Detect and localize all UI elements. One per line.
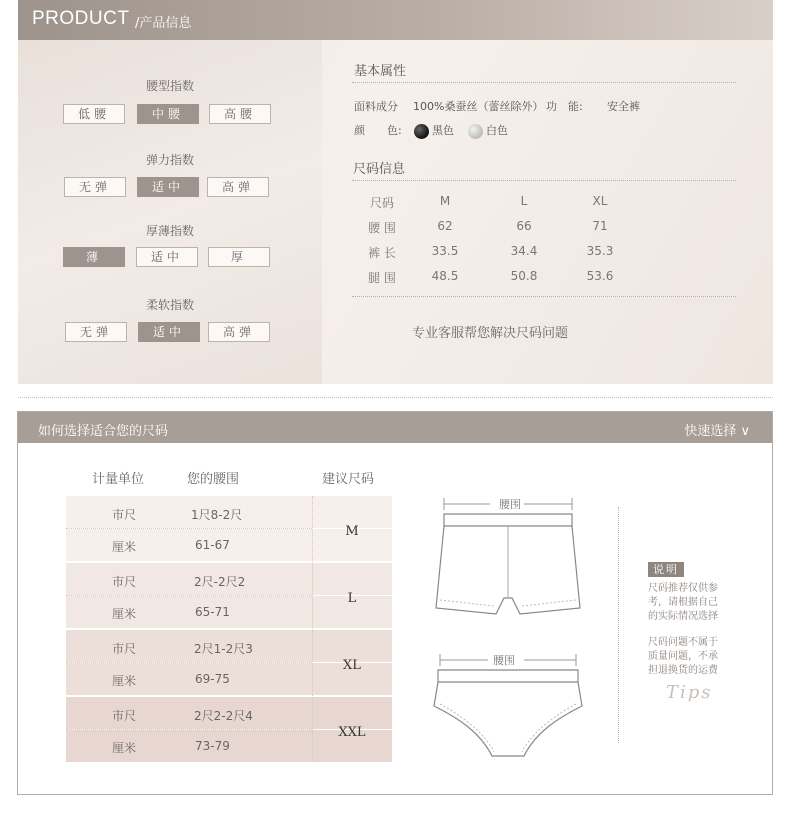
- suggested-size-xl: XL: [343, 658, 361, 673]
- unit-cell: 市尺: [112, 642, 137, 656]
- thickness-option-thin: 薄: [63, 247, 125, 267]
- header-waist: 您的腰围: [187, 472, 240, 487]
- row-divider: [66, 528, 312, 529]
- customer-service-link[interactable]: 专业客服帮您解决尺码问题: [412, 326, 569, 341]
- size-guide-header: [18, 412, 772, 443]
- size-value: 33.5: [431, 244, 459, 258]
- header-unit: 计量单位: [92, 472, 145, 487]
- waist-cell: 2尺1-2尺3: [194, 642, 253, 656]
- waist-label-top: 腰围: [499, 498, 521, 511]
- size-value: 66: [516, 219, 532, 233]
- product-title-cn: /产品信息: [135, 16, 192, 31]
- waist-cell: 1尺8-2尺: [191, 508, 243, 522]
- note-line: 考，请根据自己: [648, 597, 718, 608]
- thickness-index-title: 厚薄指数: [145, 224, 194, 238]
- size-value: 71: [592, 219, 608, 233]
- suggested-size-xxl: XXL: [338, 725, 366, 740]
- size-header-label: 尺码: [369, 196, 394, 210]
- unit-cell: 厘米: [112, 540, 137, 554]
- note-line: 尺码推荐仅供参: [648, 583, 718, 594]
- unit-cell: 市尺: [112, 508, 137, 522]
- size-value: 62: [437, 219, 453, 233]
- suggested-size-l: L: [347, 591, 357, 606]
- note-divider: [618, 507, 619, 743]
- size-value: 53.6: [586, 269, 614, 283]
- unit-cell: 厘米: [112, 674, 137, 688]
- product-info-panel: [18, 40, 773, 384]
- elastic-option-none: 无弹: [64, 177, 126, 197]
- softness-option-mid: 适中: [138, 322, 200, 342]
- fabric-label: 面料成分: [354, 100, 398, 113]
- divider: [352, 180, 736, 181]
- waist-cell: 61-67: [195, 538, 230, 552]
- waist-label-bottom: 腰围: [493, 654, 515, 667]
- note-line: 担退换货的运费: [648, 665, 718, 676]
- waist-option-low: 低腰: [63, 104, 125, 124]
- section-divider: [18, 397, 773, 398]
- divider: [352, 296, 736, 297]
- size-header-xl: XL: [592, 194, 608, 208]
- note-2: [648, 636, 728, 678]
- note-1: [648, 582, 728, 624]
- unit-cell: 市尺: [112, 709, 137, 723]
- unit-cell: 市尺: [112, 575, 137, 589]
- header-suggest: 建议尺码: [322, 472, 375, 487]
- waist-option-mid: 中腰: [137, 104, 199, 124]
- elastic-option-mid: 适中: [137, 177, 199, 197]
- quick-select-button[interactable]: 快速选择 ∨: [684, 424, 750, 439]
- note-tag: 说明: [648, 562, 684, 577]
- basic-attr-title: 基本属性: [354, 64, 407, 79]
- suggested-size-m: M: [345, 524, 359, 539]
- waist-cell: 2尺-2尺2: [194, 575, 246, 589]
- thickness-option-mid: 适中: [136, 247, 198, 267]
- waist-cell: 65-71: [195, 605, 230, 619]
- hem-stitch: [522, 600, 576, 606]
- hem-stitch: [440, 600, 494, 606]
- waistband-outline: [444, 514, 572, 526]
- size-value: 48.5: [431, 269, 459, 283]
- waist-cell: 69-75: [195, 672, 230, 686]
- waist-cell: 2尺2-2尺4: [194, 709, 253, 723]
- size-row-label: 腰 围: [368, 221, 396, 235]
- function-value: 安全裤: [607, 100, 640, 113]
- size-row-label: 裤 长: [368, 246, 396, 260]
- note-line: 尺码问题不属于: [648, 637, 718, 648]
- size-value: 34.4: [510, 244, 538, 258]
- waist-index-title: 腰型指数: [145, 79, 194, 93]
- divider: [352, 82, 736, 83]
- waistband-outline: [438, 670, 578, 682]
- waist-option-high: 高腰: [209, 104, 271, 124]
- size-header-m: M: [439, 194, 451, 208]
- note-line: 的实际情况选择: [648, 611, 718, 622]
- color-label: 颜 色:: [354, 124, 402, 137]
- size-header-l: L: [520, 194, 528, 208]
- black-swatch-icon: [414, 124, 429, 139]
- fabric-value: 100%桑蚕丝（蕾丝除外）: [413, 100, 544, 113]
- size-row-label: 腿 围: [368, 271, 396, 285]
- softness-option-high: 高弹: [208, 322, 270, 342]
- function-label: 功 能:: [546, 100, 583, 113]
- color-option-black[interactable]: [414, 122, 454, 139]
- product-header: [18, 0, 773, 40]
- row-divider: [66, 595, 312, 596]
- product-title-en: PRODUCT: [32, 8, 130, 29]
- waist-cell: 73-79: [195, 739, 230, 753]
- size-info-title: 尺码信息: [353, 162, 406, 177]
- softness-option-none: 无弹: [65, 322, 127, 342]
- color-name-black: 黑色: [432, 124, 454, 137]
- elastic-index-title: 弹力指数: [145, 153, 194, 167]
- row-divider: [66, 662, 312, 663]
- unit-cell: 厘米: [112, 607, 137, 621]
- size-value: 50.8: [510, 269, 538, 283]
- row-divider: [66, 729, 312, 730]
- size-value: 35.3: [586, 244, 614, 258]
- size-guide-title: 如何选择适合您的尺码: [38, 424, 169, 439]
- unit-cell: 厘米: [112, 741, 137, 755]
- thickness-option-thick: 厚: [208, 247, 270, 267]
- color-option-white[interactable]: [468, 122, 508, 139]
- softness-index-title: 柔软指数: [145, 298, 194, 312]
- tips-watermark: Tips: [666, 682, 713, 703]
- note-line: 质量问题，不承: [648, 651, 718, 662]
- briefs-outline: [434, 682, 582, 756]
- column-divider: [312, 496, 313, 762]
- white-swatch-icon: [468, 124, 483, 139]
- index-panel: [18, 40, 322, 384]
- elastic-option-high: 高弹: [207, 177, 269, 197]
- color-name-white: 白色: [486, 124, 508, 137]
